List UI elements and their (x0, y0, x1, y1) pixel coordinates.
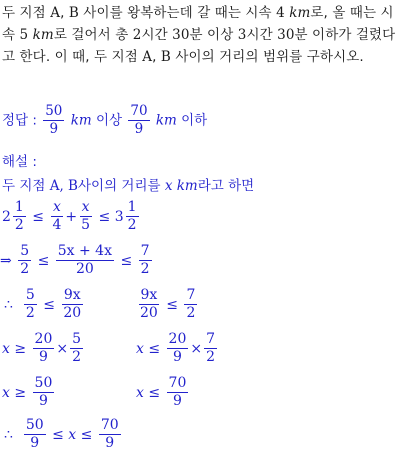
numerator: 20 (167, 332, 189, 349)
solution-intro (2, 174, 254, 194)
denominator: 2 (186, 305, 196, 322)
times-sign: × (190, 340, 203, 357)
denominator: 5 (81, 217, 91, 234)
problem-text-part: 분 이하가 걸렸다고 한다. 이 때, 두 지점 (2, 27, 396, 65)
final-inequality (4, 418, 123, 452)
numerator: 50 (33, 376, 55, 393)
therefore-sign: ∴ (4, 426, 13, 443)
answer-line (2, 104, 207, 137)
solution-label: 해설 : (2, 154, 37, 170)
le-sign: ≤ (43, 296, 55, 313)
therefore-sign: ∴ (4, 296, 13, 313)
unit-km: km (70, 112, 92, 129)
unit-km: km (176, 178, 198, 194)
solution-text-part: 두 지점 (2, 178, 50, 194)
fraction (61, 288, 83, 322)
fraction (18, 244, 31, 278)
numerator: x (80, 200, 92, 217)
inequality-4-right (136, 332, 219, 366)
denominator: 9 (39, 393, 48, 410)
fraction-denominator: 9 (49, 120, 59, 137)
numerator: 5x + 4x (56, 244, 114, 261)
fraction (126, 200, 139, 234)
time-number: 3 (237, 27, 247, 43)
denominator: 2 (140, 261, 150, 278)
inequality-5-left (2, 376, 56, 410)
fraction (24, 288, 37, 322)
denominator: 9 (105, 435, 115, 452)
denominator: 9 (173, 393, 182, 410)
problem-text-part: 시간 (141, 27, 173, 43)
inequality-2 (0, 244, 154, 278)
answer-upper-fraction (128, 104, 149, 137)
fraction (70, 332, 83, 366)
fraction (33, 376, 55, 410)
problem-text-part: 두 지점 (2, 5, 51, 21)
fraction (167, 332, 189, 366)
le-sign: ≤ (52, 426, 64, 443)
ge-sign: ≥ (14, 384, 27, 401)
answer-lower-fraction (43, 104, 64, 137)
numerator: 9x (139, 288, 160, 305)
numerator: 1 (126, 200, 139, 217)
problem-text-part: 로, 올 때는 시속 (2, 5, 394, 43)
point-b: B (160, 49, 171, 65)
le-sign: ≤ (148, 384, 161, 401)
point-a: A (142, 49, 153, 65)
fraction (50, 200, 63, 234)
le-sign: ≤ (98, 208, 111, 225)
time-number: 30 (277, 27, 295, 43)
denominator: 4 (52, 217, 62, 234)
denominator: 9 (30, 435, 40, 452)
unit-km: km (155, 112, 177, 129)
variable-x: x (136, 384, 144, 401)
fraction (184, 288, 197, 322)
answer-label: 정답 : (2, 112, 42, 129)
denominator: 2 (206, 349, 216, 366)
time-number: 30 (172, 27, 190, 43)
fraction-denominator: 9 (134, 120, 144, 137)
unit-km: km (289, 5, 311, 21)
numerator: 5 (18, 244, 31, 261)
whole-number: 3 (114, 208, 124, 225)
problem-text-part: 분 이상 (189, 27, 238, 43)
fraction-numerator: 70 (130, 103, 148, 119)
fraction (139, 244, 152, 278)
answer-below-word: 이하 (181, 112, 208, 129)
speed-return: 5 (19, 27, 29, 43)
denominator: 9 (39, 349, 48, 366)
numerator: 70 (167, 376, 189, 393)
variable-x: x (164, 178, 173, 194)
numerator: 70 (99, 418, 121, 435)
variable-x: x (136, 340, 144, 357)
numerator: 7 (204, 332, 217, 349)
le-sign: ≤ (32, 208, 45, 225)
le-sign: ≤ (37, 252, 50, 269)
le-sign: ≤ (80, 426, 93, 443)
numerator: 5 (70, 332, 83, 349)
inequality-1 (2, 200, 141, 234)
numerator: 1 (13, 200, 26, 217)
inequality-5-right (136, 376, 190, 410)
fraction (204, 332, 217, 366)
problem-text-part: 사이를 왕복하는데 갈 때는 시속 (78, 5, 277, 21)
numerator: x (51, 200, 63, 217)
fraction (13, 200, 26, 234)
denominator: 9 (173, 349, 182, 366)
fraction (79, 200, 92, 234)
ge-sign: ≥ (14, 340, 27, 357)
fraction-numerator: 50 (45, 103, 63, 119)
numerator: 9x (62, 288, 83, 305)
problem-text-part: 로 걸어서 총 (53, 27, 133, 43)
fraction (56, 244, 114, 278)
problem-text-part: 시간 (246, 27, 278, 43)
fraction (167, 376, 189, 410)
answer-above-word: 이상 (95, 112, 123, 129)
fraction (33, 332, 55, 366)
whole-number: 2 (2, 208, 11, 225)
inequality-3-left (4, 288, 85, 322)
unit-km: km (32, 27, 54, 43)
denominator: 2 (72, 349, 82, 366)
variable-x: x (2, 340, 10, 357)
solution-text-part: 사이의 거리를 (77, 178, 165, 194)
numerator: 7 (139, 244, 152, 261)
denominator: 20 (140, 305, 158, 322)
comma: , (60, 5, 69, 21)
solution-text-part: 라고 하면 (197, 178, 255, 194)
numerator: 7 (184, 288, 197, 305)
denominator: 20 (63, 305, 82, 322)
numerator: 50 (24, 418, 46, 435)
le-sign: ≤ (148, 340, 161, 357)
le-sign: ≤ (166, 296, 179, 313)
implies-arrow: ⇒ (0, 252, 12, 269)
inequality-4-left (2, 332, 85, 366)
denominator: 2 (14, 217, 24, 234)
fraction (24, 418, 46, 452)
point-a: A (50, 5, 61, 21)
denominator: 2 (25, 305, 35, 322)
denominator: 20 (75, 261, 94, 278)
problem-text-part: 사이의 거리의 범위를 구하시오. (170, 49, 364, 65)
points-ab: A, B (49, 178, 78, 194)
le-sign: ≤ (120, 252, 133, 269)
variable-x: x (2, 384, 10, 401)
speed-go: 4 (276, 5, 285, 21)
denominator: 2 (20, 261, 30, 278)
comma: , (152, 49, 161, 65)
times-sign: × (56, 340, 69, 357)
plus-sign: + (65, 208, 78, 225)
point-b: B (68, 5, 79, 21)
denominator: 2 (127, 217, 137, 234)
inequality-3-right (136, 288, 199, 322)
fraction (138, 288, 160, 322)
fraction (99, 418, 121, 452)
time-number: 2 (132, 27, 142, 43)
numerator: 5 (24, 288, 37, 305)
problem-text (2, 2, 398, 68)
numerator: 20 (33, 332, 55, 349)
variable-x: x (68, 426, 77, 443)
